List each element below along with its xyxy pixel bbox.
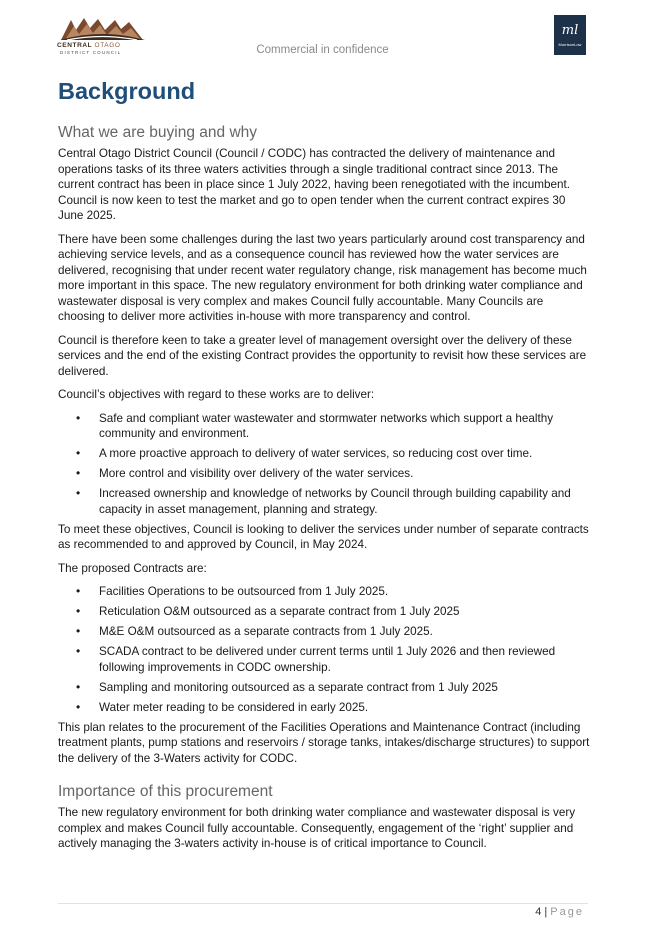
paragraph: The new regulatory environment for both drinking water compliance and wastewater disposal is very complex and makes Council fully accountable. Consequently, engagement of the ‘right’ supplier and actively managing the 3-waters activity in-house is of critical importance to Council. [58,806,576,850]
list-item: • More control and visibility over delivery of the water services. [58,466,590,482]
paragraph: Council is therefore keen to take a greater level of management oversight over the delivery of these services and the end of the existing Contract provides the opportunity to revisit how these services are delivered. [58,333,587,378]
paragraph: There have been some challenges during the last two years particularly around cost transparency and achieving service levels, and as a consequence council has reviewed how the water services are delivered, recognising that under recent water regulatory change, risk management has become much more important in this space. The new regulatory environment for both drinking water compliance and wastewater disposal is very complex and makes Council fully accountable. Many Councils are choosing to deliver more activities in-house with more transparency and control. [58,232,587,323]
paragraph: To meet these objectives, Council is looking to deliver the services under number of separate contracts as recommended to and approved by Council, in May 2024. [58,522,589,551]
footer-separator: | [544,906,548,918]
mountain-logo-icon [57,16,147,42]
paragraph: Council’s objectives with regard to these works are to deliver: [58,388,375,401]
logo-monogram: ml [561,23,579,38]
footer-divider [58,903,588,904]
list-item: • Safe and compliant water wastewater and stormwater networks which support a healthy community and environment. [58,411,590,442]
document-body [58,74,590,860]
page-footer [535,906,584,918]
paragraph: Central Otago District Council (Council / CODC) has contracted the delivery of maintenance and operations tasks of its three waters activities through a single traditional contract since 2013. The current contract has been in place since 1 July 2022, having been renegotiated with the incumbent. Council is now keen to test the market and go to open tender when the current contract expires 30 June 2025. [58,147,570,222]
page-label: Page [550,906,584,918]
paragraph: This plan relates to the procurement of the Facilities Operations and Maintenance Contract (including treatment plants, pump stations and reservoirs / storage tanks, intakes/discharge structures) to support the delivery of the 3-Waters activity for CODC. [58,720,590,765]
list-item: • Facilities Operations to be outsourced from 1 July 2025. [58,584,590,600]
morrison-low-logo [554,15,586,55]
logo-firm-name: MorrisonLow [558,42,582,47]
list-item: • SCADA contract to be delivered under current terms until 1 July 2026 and then reviewed following improvements in CODC ownership. [58,644,590,675]
list-item: • Increased ownership and knowledge of networks by Council through building capability and capacity in asset management, planning and strategy. [58,486,590,517]
paragraph: The proposed Contracts are: [58,561,207,575]
list-item: • A more proactive approach to delivery of water services, so reducing cost over time. [58,446,590,462]
objectives-list [58,411,590,518]
list-item: • Sampling and monitoring outsourced as a separate contract from 1 July 2025 [58,680,590,696]
confidentiality-label: Commercial in confidence [256,44,389,56]
contracts-list [58,584,590,715]
list-item: • Water meter reading to be considered in early 2025. [58,700,590,716]
list-item: • Reticulation O&M outsourced as a separate contract from 1 July 2025 [58,604,590,620]
council-logo-subtitle: DISTRICT COUNCIL [60,50,122,55]
page-title: Background [58,78,196,104]
section-heading-buying: What we are buying and why [58,124,258,141]
section-heading-importance: Importance of this procurement [58,783,273,800]
list-item: • M&E O&M outsourced as a separate contracts from 1 July 2025. [58,624,590,640]
council-logo-title: CENTRAL OTAGO [57,42,121,49]
page-number: 4 [535,906,542,918]
